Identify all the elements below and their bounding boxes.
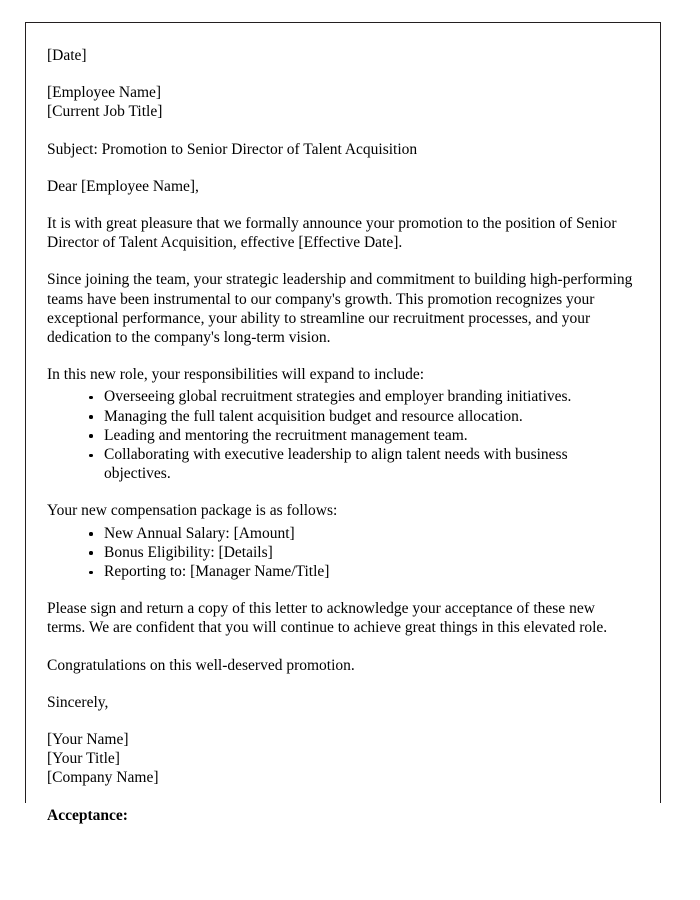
list-item: Bonus Eligibility: [Details] [89, 543, 633, 562]
list-item: Overseeing global recruitment strategies and employer branding initiatives. [89, 387, 633, 406]
acceptance-heading: Acceptance: [47, 806, 128, 824]
paragraph-congratulations: Congratulations on this well-deserved promotion. [47, 656, 355, 674]
list-item: New Annual Salary: [Amount] [89, 524, 633, 543]
sender-company: [Company Name] [47, 769, 159, 787]
paragraph-announcement: It is with great pleasure that we formally announce your promotion to the position of Senior Director of Talent Acquisition, effective [Effective Date]. [47, 215, 617, 252]
list-item: Collaborating with executive leadership to align talent needs with business objectives. [89, 445, 633, 483]
responsibilities-list [47, 387, 633, 483]
recipient-block [47, 83, 633, 121]
subject-line: Subject: Promotion to Senior Director of Talent Acquisition [47, 140, 418, 158]
recipient-job-title: [Current Job Title] [47, 103, 163, 121]
letter-content [47, 46, 633, 843]
paragraph-recognition: Since joining the team, your strategic leadership and commitment to building high-performing teams have been instrumental to our company's growth. This promotion recognizes your exceptional performance, your ability to streamline our recruitment processes, and your dedication to the company's long-term vision. [47, 271, 633, 347]
sender-name: [Your Name] [47, 731, 129, 749]
salutation: Dear [Employee Name], [47, 177, 199, 195]
closing: Sincerely, [47, 693, 109, 711]
list-item: Managing the full talent acquisition budget and resource allocation. [89, 407, 633, 426]
compensation-list [47, 524, 633, 582]
signature-block [47, 730, 633, 788]
document-page [25, 22, 661, 824]
list-item: Leading and mentoring the recruitment management team. [89, 426, 633, 445]
compensation-intro: Your new compensation package is as follows: [47, 502, 338, 520]
list-item: Reporting to: [Manager Name/Title] [89, 562, 633, 581]
responsibilities-intro: In this new role, your responsibilities will expand to include: [47, 366, 425, 384]
paragraph-signature-request: Please sign and return a copy of this letter to acknowledge your acceptance of these new terms. We are confident that you will continue to achieve great things in this elevated role. [47, 600, 608, 637]
sender-title: [Your Title] [47, 750, 120, 768]
letter-date: [Date] [47, 47, 87, 64]
recipient-name: [Employee Name] [47, 84, 162, 102]
